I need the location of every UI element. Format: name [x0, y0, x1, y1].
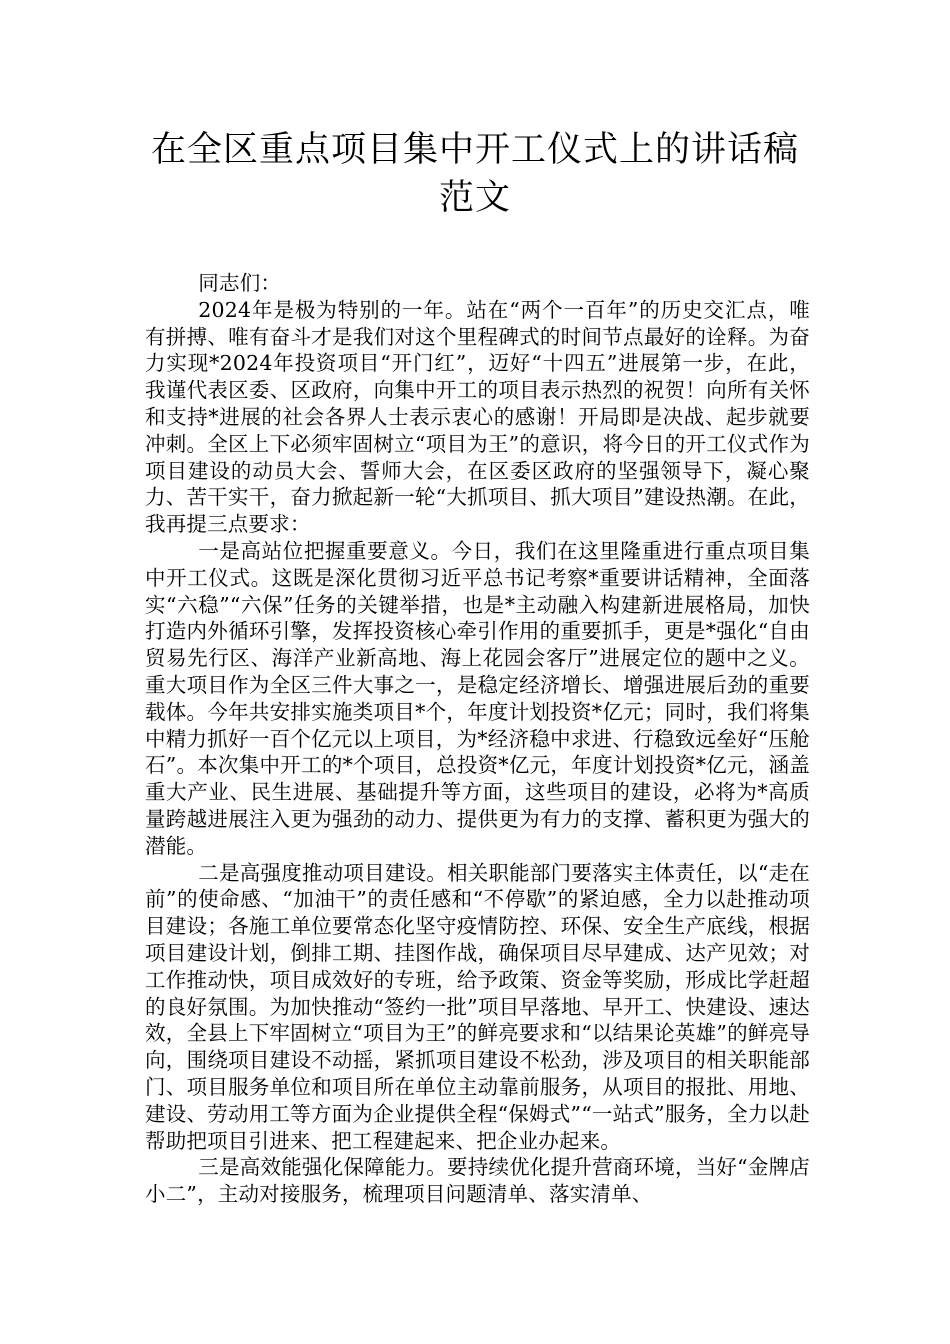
document-title [150, 126, 800, 222]
paragraph-point-three: 三是高效能强化保障能力。要持续优化提升营商环境，当好“金牌店小二”，主动对接服务，梳理项目问题清单、落实清单、 [145, 1155, 810, 1207]
paragraph-point-one: 一是高站位把握重要意义。今日，我们在这里隆重进行重点项目集中开工仪式。这既是深化贯彻习近平总书记考察*重要讲话精神，全面落实“六稳”“六保”任务的关键举措，也是*主动融入构建新进展格局，加快打造内外循环引擎，发挥投资核心牵引作用的重要抓手，更是*强化“自由贸易先行区、海洋产业新高地、海上花园会客厅”进展定位的题中之义。重大项目作为全区三件大事之一，是稳定经济增长、增强进展后劲的重要载体。今年共安排实施类项目*个，年度计划投资*亿元；同时，我们将集中精力抓好一百个亿元以上项目，为*经济稳中求进、行稳致远垒好“压舱石”。本次集中开工的*个项目，总投资*亿元，年度计划投资*亿元，涵盖重大产业、民生进展、基础提升等方面，这些项目的建设，必将为*高质量跨越进展注入更为强劲的动力、提供更为有力的支撑、蓄积更为强大的潜能。 [145, 538, 810, 858]
paragraph-intro: 2024年是极为特别的一年。站在“两个一百年”的历史交汇点，唯有拼搏、唯有奋斗才是我们对这个里程碑式的时间节点最好的诠释。为奋力实现*2024年投资项目“开门红”，迈好“十四五”进展第一步，在此，我谨代表区委、区政府，向集中开工的项目表示热烈的祝贺！向所有关怀和支持*进展的社会各界人士表示衷心的感谢！开局即是决战、起步就要冲刺。全区上下必须牢固树立“项目为王”的意识，将今日的开工仪式作为项目建设的动员大会、誓师大会，在区委区政府的坚强领导下，凝心聚力、苦干实干，奋力掀起新一轮“大抓项目、抓大项目”建设热潮。在此，我再提三点要求： [145, 297, 810, 537]
title-line-1: 在全区重点项目集中开工仪式上的讲话稿 [150, 130, 799, 170]
title-line-2: 范文 [438, 178, 511, 218]
salutation: 同志们： [198, 271, 282, 295]
document-body [145, 270, 810, 1208]
paragraph-point-two: 二是高强度推动项目建设。相关职能部门要落实主体责任，以“走在前”的使命感、“加油干”的责任感和“不停歇”的紧迫感，全力以赴推动项目建设；各施工单位要常态化坚守疫情防控、环保、安全生产底线，根据项目建设计划，倒排工期、挂图作战，确保项目尽早建成、达产见效；对工作推动快，项目成效好的专班，给予政策、资金等奖励，形成比学赶超的良好氛围。为加快推动“签约一批”项目早落地、早开工、快建设、速达效，全县上下牢固树立“项目为王”的鲜亮要求和“以结果论英雄”的鲜亮导向，围绕项目建设不动摇，紧抓项目建设不松劲，涉及项目的相关职能部门、项目服务单位和项目所在单位主动靠前服务，从项目的报批、用地、建设、劳动用工等方面为企业提供全程“保姆式”“一站式”服务，全力以赴帮助把项目引进来、把工程建起来、把企业办起来。 [145, 860, 810, 1153]
